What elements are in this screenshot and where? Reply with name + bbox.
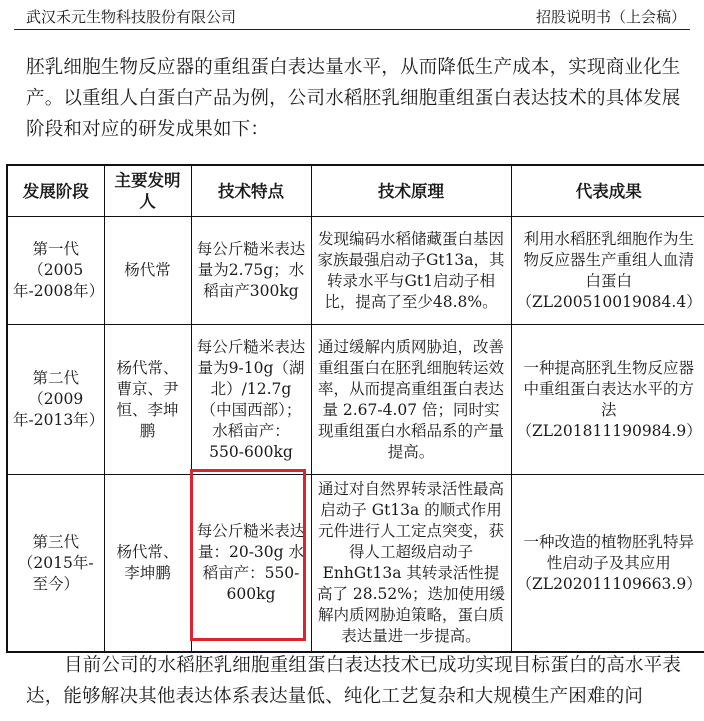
page-header xyxy=(0,0,704,34)
document-type: 招股说明书（上会稿） xyxy=(535,8,686,26)
inventors-cell: 杨代常、李坤鹏 xyxy=(104,475,191,653)
achievement-cell: 一种提高胚乳生物反应器中重组蛋白表达水平的方法（ZL201811190984.9） xyxy=(511,325,704,475)
principle-cell: 通过缓解内质网胁迫，改善重组蛋白在胚乳细胞转运效率，从而提高重组蛋白表达量 2.67-4.07 倍；同时实现重组蛋白水稻品系的产量提高。 xyxy=(311,325,511,475)
header-feature: 技术特点 xyxy=(191,165,311,217)
table-row xyxy=(7,325,704,475)
header-rule xyxy=(14,29,690,30)
stage-cell: 第三代（2015年-至今） xyxy=(7,475,104,653)
header-inventors: 主要发明人 xyxy=(104,165,191,217)
header-principle: 技术原理 xyxy=(311,165,511,217)
header-stage: 发展阶段 xyxy=(7,165,104,217)
inventors-cell: 杨代常 xyxy=(104,217,191,325)
feature-cell-highlighted: 每公斤糙米表达量：20-30g 水稻亩产：550-600kg xyxy=(191,475,311,653)
table-row xyxy=(7,217,704,325)
header-achievement: 代表成果 xyxy=(511,165,704,217)
stage-cell: 第一代（2005年-2008年） xyxy=(7,217,104,325)
stage-cell: 第二代（2009年-2013年） xyxy=(7,325,104,475)
principle-cell: 发现编码水稻储藏蛋白基因家族最强启动子Gt13a，其转录水平与Gt1启动子相比，提高了至少48.8%。 xyxy=(311,217,511,325)
table-row xyxy=(7,475,704,653)
table-header-row xyxy=(7,165,704,217)
feature-cell: 每公斤糙米表达量为2.75g；水稻亩产300kg xyxy=(191,217,311,325)
principle-cell: 通过对自然界转录活性最高启动子 Gt13a 的顺式作用元件进行人工定点突变，获得人工超级启动子EnhGt13a 其转录活性提高了 28.52%；迭加使用缓解内质网胁迫策略，蛋白质表达量进一步提高。 xyxy=(311,475,511,653)
outro-paragraph: 目前公司的水稻胚乳细胞重组蛋白表达技术已成功实现目标蛋白的高水平表达，能够解决其他表达体系表达量低、纯化工艺复杂和大规模生产困难的问 xyxy=(26,655,682,707)
intro-paragraph: 胚乳细胞生物反应器的重组蛋白表达量水平，从而降低生产成本，实现商业化生产。以重组人白蛋白产品为例，公司水稻胚乳细胞重组蛋白表达技术的具体发展阶段和对应的研发成果如下： xyxy=(26,57,681,140)
company-name: 武汉禾元生物科技股份有限公司 xyxy=(26,8,237,26)
achievement-cell: 利用水稻胚乳细胞作为生物反应器生产重组人血清白蛋白（ZL200510019084.4） xyxy=(511,217,704,325)
achievement-cell: 一种改造的植物胚乳特异性启动子及其应用（ZL202011109663.9） xyxy=(511,475,704,653)
technology-table xyxy=(6,164,704,653)
feature-cell: 每公斤糙米表达量为9-10g（湖北）/12.7g（中国西部）；水稻亩产：550-600kg xyxy=(191,325,311,475)
inventors-cell: 杨代常、曹京、尹恒、李坤鹏 xyxy=(104,325,191,475)
